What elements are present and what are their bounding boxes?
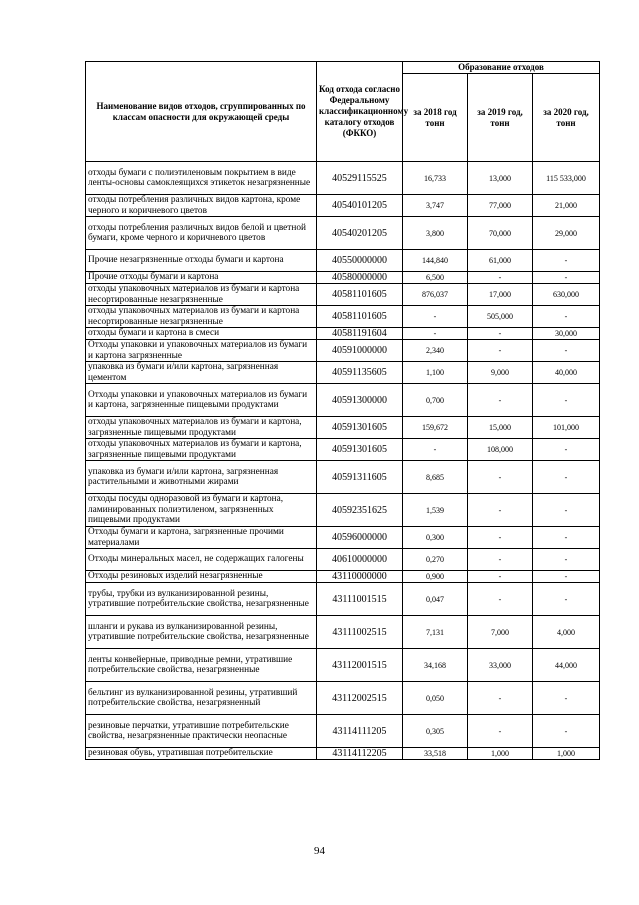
- fkko-code-cell: 40591135605: [317, 362, 403, 384]
- value-2019-cell: -: [468, 340, 533, 362]
- waste-generation-table: [85, 61, 600, 760]
- value-2018-cell: 2,340: [403, 340, 468, 362]
- table-row: [86, 494, 600, 527]
- fkko-code-cell: 40540101205: [317, 195, 403, 217]
- fkko-code-cell: 40591311605: [317, 461, 403, 494]
- waste-name-cell: Отходы упаковки и упаковочных материалов из бумаги и картона загрязненные: [86, 340, 317, 362]
- value-2018-cell: 0,305: [403, 715, 468, 748]
- value-2020-cell: -: [533, 715, 600, 748]
- waste-name-cell: шланги и рукава из вулканизированной резины, утратившие потребительские свойства, незагрязненные: [86, 616, 317, 649]
- fkko-code-cell: 43114111205: [317, 715, 403, 748]
- table-row: [86, 748, 600, 760]
- table-row: [86, 284, 600, 306]
- value-2018-cell: 34,168: [403, 649, 468, 682]
- value-2019-cell: 9,000: [468, 362, 533, 384]
- waste-name-cell: отходы упаковочных материалов из бумаги и картона, загрязненные пищевыми продуктами: [86, 439, 317, 461]
- value-2018-cell: 33,518: [403, 748, 468, 760]
- fkko-code-cell: 43110000000: [317, 571, 403, 583]
- value-2018-cell: 16,733: [403, 162, 468, 195]
- fkko-code-cell: 40540201205: [317, 217, 403, 250]
- header-fkko-code: Код отхода согласно Федеральному классификационному каталогу отходов (ФККО): [317, 62, 403, 162]
- fkko-code-cell: 40529115525: [317, 162, 403, 195]
- value-2020-cell: -: [533, 571, 600, 583]
- fkko-code-cell: 40591300000: [317, 384, 403, 417]
- fkko-code-cell: 43111002515: [317, 616, 403, 649]
- fkko-code-cell: 40610000000: [317, 549, 403, 571]
- value-2019-cell: -: [468, 527, 533, 549]
- header-year-2018: за 2018 год тонн: [403, 74, 468, 162]
- waste-name-cell: Отходы резиновых изделий незагрязненные: [86, 571, 317, 583]
- table-row: [86, 715, 600, 748]
- value-2019-cell: 77,000: [468, 195, 533, 217]
- value-2018-cell: 0,900: [403, 571, 468, 583]
- table-row: [86, 549, 600, 571]
- value-2019-cell: 17,000: [468, 284, 533, 306]
- value-2018-cell: -: [403, 328, 468, 340]
- table-row: [86, 682, 600, 715]
- table-row: [86, 162, 600, 195]
- waste-name-cell: отходы бумаги с полиэтиленовым покрытием в виде ленты-основы самоклеящихся этикеток незагрязненные: [86, 162, 317, 195]
- value-2020-cell: 1,000: [533, 748, 600, 760]
- value-2020-cell: -: [533, 583, 600, 616]
- fkko-code-cell: 43112002515: [317, 682, 403, 715]
- table-row: [86, 195, 600, 217]
- header-waste-name: Наименование видов отходов, сгруппированных по классам опасности для окружающей среды: [86, 62, 317, 162]
- value-2019-cell: -: [468, 549, 533, 571]
- table-row: [86, 616, 600, 649]
- value-2020-cell: -: [533, 384, 600, 417]
- table-row: [86, 571, 600, 583]
- value-2020-cell: -: [533, 494, 600, 527]
- value-2019-cell: 108,000: [468, 439, 533, 461]
- fkko-code-cell: 40596000000: [317, 527, 403, 549]
- waste-name-cell: отходы потребления различных видов белой и цветной бумаги, кроме черного и коричневого цветов: [86, 217, 317, 250]
- value-2019-cell: -: [468, 571, 533, 583]
- fkko-code-cell: 40580000000: [317, 272, 403, 284]
- value-2019-cell: 15,000: [468, 417, 533, 439]
- header-year-2019: за 2019 год, тонн: [468, 74, 533, 162]
- header-waste-generation: Образование отходов: [403, 62, 600, 74]
- waste-name-cell: бельтинг из вулканизированной резины, утративший потребительские свойства, незагрязненный: [86, 682, 317, 715]
- value-2020-cell: 21,000: [533, 195, 600, 217]
- value-2019-cell: -: [468, 583, 533, 616]
- table-row: [86, 306, 600, 328]
- waste-name-cell: резиновые перчатки, утратившие потребительские свойства, незагрязненные практически неопасные: [86, 715, 317, 748]
- table-row: [86, 583, 600, 616]
- fkko-code-cell: 40591000000: [317, 340, 403, 362]
- table-row: [86, 417, 600, 439]
- fkko-code-cell: 40591301605: [317, 439, 403, 461]
- value-2018-cell: 0,047: [403, 583, 468, 616]
- value-2019-cell: -: [468, 272, 533, 284]
- waste-name-cell: отходы упаковочных материалов из бумаги и картона несортированные незагрязненные: [86, 306, 317, 328]
- table-row: [86, 250, 600, 272]
- fkko-code-cell: 40581191604: [317, 328, 403, 340]
- value-2018-cell: -: [403, 306, 468, 328]
- value-2020-cell: 630,000: [533, 284, 600, 306]
- value-2019-cell: 33,000: [468, 649, 533, 682]
- table-body: [86, 162, 600, 760]
- waste-name-cell: Отходы упаковки и упаковочных материалов из бумаги и картона, загрязненные пищевыми продуктами: [86, 384, 317, 417]
- value-2019-cell: -: [468, 494, 533, 527]
- waste-name-cell: трубы, трубки из вулканизированной резины, утратившие потребительские свойства, незагрязненные: [86, 583, 317, 616]
- value-2020-cell: 101,000: [533, 417, 600, 439]
- value-2020-cell: 29,000: [533, 217, 600, 250]
- value-2018-cell: 0,300: [403, 527, 468, 549]
- fkko-code-cell: 40592351625: [317, 494, 403, 527]
- value-2020-cell: -: [533, 439, 600, 461]
- value-2018-cell: -: [403, 439, 468, 461]
- waste-name-cell: Отходы бумаги и картона, загрязненные прочими материалами: [86, 527, 317, 549]
- value-2018-cell: 144,840: [403, 250, 468, 272]
- waste-name-cell: отходы потребления различных видов картона, кроме черного и коричневого цветов: [86, 195, 317, 217]
- value-2020-cell: 4,000: [533, 616, 600, 649]
- waste-name-cell: резиновая обувь, утратившая потребительские: [86, 748, 317, 760]
- fkko-code-cell: 40591301605: [317, 417, 403, 439]
- fkko-code-cell: 43112001515: [317, 649, 403, 682]
- value-2018-cell: 8,685: [403, 461, 468, 494]
- value-2018-cell: 7,131: [403, 616, 468, 649]
- waste-name-cell: ленты конвейерные, приводные ремни, утратившие потребительские свойства, незагрязненные: [86, 649, 317, 682]
- table-row: [86, 461, 600, 494]
- waste-name-cell: отходы посуды одноразовой из бумаги и картона, ламинированных полиэтиленом, загрязненных пищевыми продуктами: [86, 494, 317, 527]
- page-number: 94: [314, 845, 325, 857]
- table-row: [86, 328, 600, 340]
- value-2018-cell: 0,700: [403, 384, 468, 417]
- table-row: [86, 439, 600, 461]
- waste-name-cell: отходы упаковочных материалов из бумаги и картона несортированные незагрязненные: [86, 284, 317, 306]
- value-2019-cell: -: [468, 328, 533, 340]
- value-2020-cell: -: [533, 340, 600, 362]
- table-row: [86, 272, 600, 284]
- value-2019-cell: -: [468, 461, 533, 494]
- fkko-code-cell: 40581101605: [317, 306, 403, 328]
- waste-name-cell: Прочие отходы бумаги и картона: [86, 272, 317, 284]
- value-2019-cell: 13,000: [468, 162, 533, 195]
- value-2020-cell: -: [533, 461, 600, 494]
- value-2020-cell: 30,000: [533, 328, 600, 340]
- value-2019-cell: 70,000: [468, 217, 533, 250]
- value-2019-cell: 1,000: [468, 748, 533, 760]
- value-2019-cell: 7,000: [468, 616, 533, 649]
- waste-name-cell: Отходы минеральных масел, не содержащих галогены: [86, 549, 317, 571]
- value-2018-cell: 3,800: [403, 217, 468, 250]
- table-row: [86, 384, 600, 417]
- value-2019-cell: -: [468, 715, 533, 748]
- value-2019-cell: -: [468, 384, 533, 417]
- value-2018-cell: 0,050: [403, 682, 468, 715]
- value-2020-cell: -: [533, 549, 600, 571]
- value-2019-cell: 505,000: [468, 306, 533, 328]
- value-2020-cell: -: [533, 527, 600, 549]
- value-2018-cell: 1,539: [403, 494, 468, 527]
- value-2018-cell: 3,747: [403, 195, 468, 217]
- value-2019-cell: -: [468, 682, 533, 715]
- value-2020-cell: 44,000: [533, 649, 600, 682]
- value-2019-cell: 61,000: [468, 250, 533, 272]
- value-2018-cell: 876,037: [403, 284, 468, 306]
- header-year-2020: за 2020 год, тонн: [533, 74, 600, 162]
- waste-name-cell: упаковка из бумаги и/или картона, загрязненная растительными и животными жирами: [86, 461, 317, 494]
- fkko-code-cell: 40581101605: [317, 284, 403, 306]
- value-2020-cell: -: [533, 272, 600, 284]
- table-row: [86, 340, 600, 362]
- fkko-code-cell: 40550000000: [317, 250, 403, 272]
- fkko-code-cell: 43114112205: [317, 748, 403, 760]
- table-row: [86, 217, 600, 250]
- waste-name-cell: отходы бумаги и картона в смеси: [86, 328, 317, 340]
- table-row: [86, 362, 600, 384]
- value-2018-cell: 0,270: [403, 549, 468, 571]
- value-2018-cell: 159,672: [403, 417, 468, 439]
- value-2018-cell: 1,100: [403, 362, 468, 384]
- value-2020-cell: 115 533,000: [533, 162, 600, 195]
- value-2020-cell: -: [533, 250, 600, 272]
- table-row: [86, 527, 600, 549]
- value-2020-cell: -: [533, 306, 600, 328]
- waste-name-cell: Прочие незагрязненные отходы бумаги и картона: [86, 250, 317, 272]
- waste-name-cell: упаковка из бумаги и/или картона, загрязненная цементом: [86, 362, 317, 384]
- value-2018-cell: 6,500: [403, 272, 468, 284]
- fkko-code-cell: 43111001515: [317, 583, 403, 616]
- value-2020-cell: -: [533, 682, 600, 715]
- value-2020-cell: 40,000: [533, 362, 600, 384]
- waste-name-cell: отходы упаковочных материалов из бумаги и картона, загрязненные пищевыми продуктами: [86, 417, 317, 439]
- table-row: [86, 649, 600, 682]
